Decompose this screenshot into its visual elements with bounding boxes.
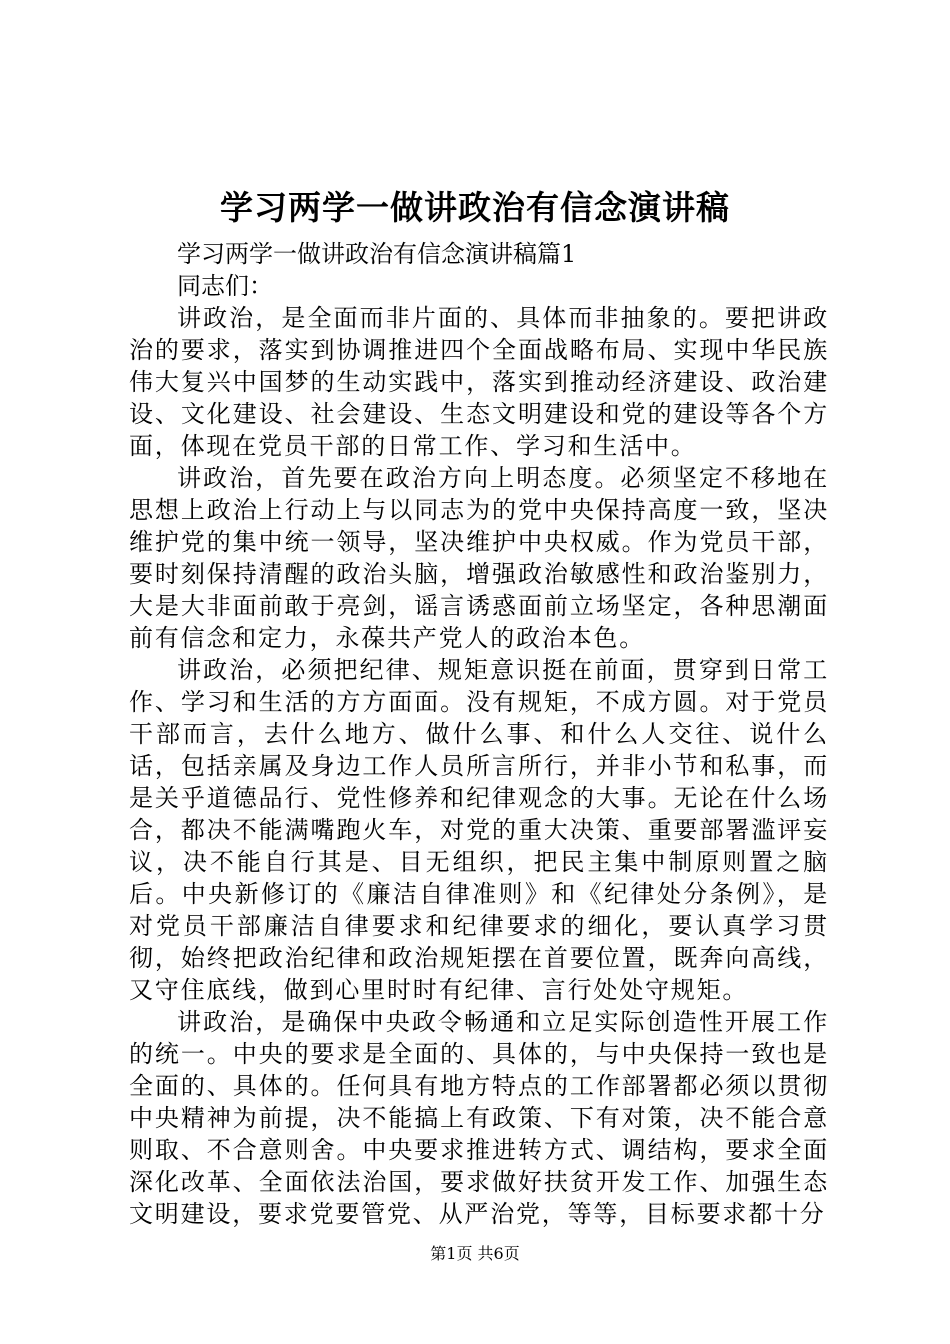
salutation: 同志们：	[177, 272, 273, 300]
page-footer: 第1页 共6页	[430, 1244, 520, 1263]
paragraph-3: 讲政治，必须把纪律、规矩意识挺在前面，贯穿到日常工作、学习和生活的方方面面。没有规矩，不成方圆。对于党员干部而言，去什么地方、做什么事、和什么人交往、说什么话，包括亲属及身边工作人员所言所行，并非小节和私事，而是关乎道德品行、党性修养和纪律观念的大事。无论在什么场合，都决不能满嘴跑火车，对党的重大决策、重要部署滥评妄议，决不能自行其是、目无组织，把民主集中制原则置之脑后。中央新修订的《廉洁自律准则》和《纪律处分条例》，是对党员干部廉洁自律要求和纪律要求的细化，要认真学习贯彻，始终把政治纪律和政治规矩摆在首要位置，既奔向高线，又守住底线，做到心里时时有纪律、言行处处守规矩。	[129, 656, 829, 1004]
paragraph-4: 讲政治，是确保中央政令畅通和立足实际创造性开展工作的统一。中央的要求是全面的、具体的，与中央保持一致也是全面的、具体的。任何具有地方特点的工作部署都必须以贯彻中央精神为前提，决不能搞上有政策、下有对策，决不能合意则取、不合意则舍。中央要求推进转方式、调结构，要求全面深化改革、全面依法治国，要求做好扶贫开发工作、加强生态文明建设，要求党要管党、从严治党，等等，目标要求都十分	[129, 1008, 829, 1228]
document-subtitle: 学习两学一做讲政治有信念演讲稿篇1	[177, 240, 577, 268]
document-title: 学习两学一做讲政治有信念演讲稿	[220, 188, 730, 227]
document-body	[129, 238, 829, 1230]
paragraph-2: 讲政治，首先要在政治方向上明态度。必须坚定不移地在思想上政治上行动上与以同志为的党中央保持高度一致，坚决维护党的集中统一领导，坚决维护中央权威。作为党员干部，要时刻保持清醒的政治头脑，增强政治敏感性和政治鉴别力，大是大非面前敢于亮剑，谣言诱惑面前立场坚定，各种思潮面前有信念和定力，永葆共产党人的政治本色。	[129, 464, 829, 652]
paragraph-1: 讲政治，是全面而非片面的、具体而非抽象的。要把讲政治的要求，落实到协调推进四个全面战略布局、实现中华民族伟大复兴中国梦的生动实践中，落实到推动经济建设、政治建设、文化建设、社会建设、生态文明建设和党的建设等各个方面，体现在党员干部的日常工作、学习和生活中。	[129, 304, 829, 460]
